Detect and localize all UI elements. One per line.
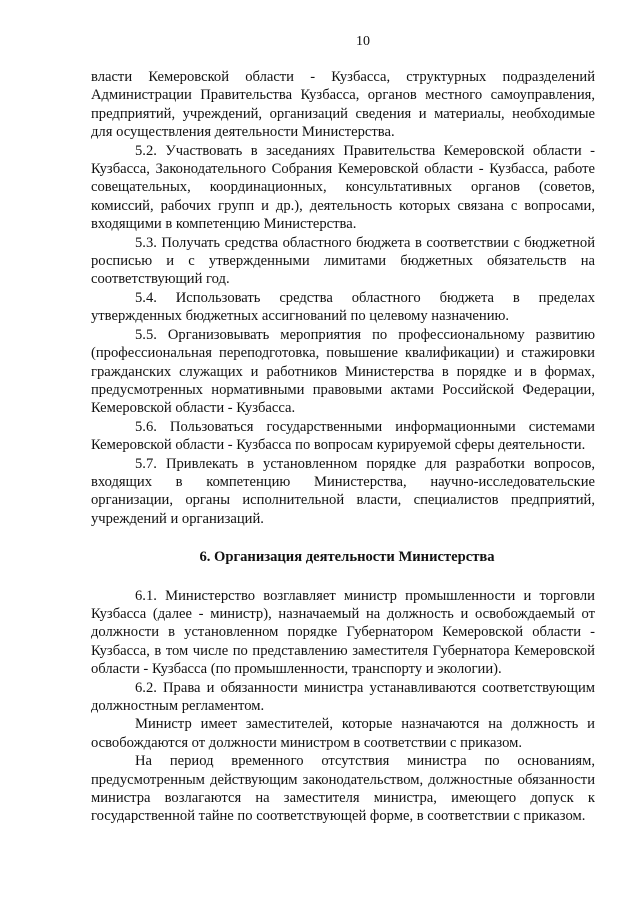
paragraph-absence: На период временного отсутствия министра по основаниям, предусмотренным действующим законодательством, должностные обязанности министра возлагаются на заместителя министра, имеющего допуск к государственной тайне по соответствующей форме, в соответствии с приказом. [91, 753, 595, 825]
paragraph-6-1: 6.1. Министерство возглавляет министр промышленности и торговли Кузбасса (далее - министр), назначаемый на должность и освобождаемый от должности в установленном порядке Губернатором Кемеровской области - Кузбасса, в том числе по представлению заместителя Губернатора Кемеровской области - Кузбасса (по промышленности, транспорту и экологии). [91, 587, 595, 678]
paragraph-5-7: 5.7. Привлекать в установленном порядке для разработки вопросов, входящих в компетенцию Министерства, научно-исследовательские организации, органы исполнительной власти, специалистов предприятий, учреждений и организаций. [91, 455, 595, 527]
paragraph-5-5: 5.5. Организовывать мероприятия по профессиональному развитию (профессиональная переподготовка, повышение квалификации) и стажировки гражданских служащих и работников Министерства в порядке и в формах, предусмотренных нормативными правовыми актами Российской Федерации, Кемеровской области - Кузбасса. [91, 326, 595, 417]
paragraph-6-2: 6.2. Права и обязанности министра устанавливаются соответствующим должностным регламентом. [91, 679, 595, 714]
paragraph-5-6: 5.6. Пользоваться государственными информационными системами Кемеровской области - Кузбасса по вопросам курируемой сферы деятельности. [91, 418, 595, 454]
page-number: 10 [356, 34, 370, 49]
paragraph-continuation: власти Кемеровской области - Кузбасса, структурных подразделений Администрации Правительства Кузбасса, органов местного самоуправления, предприятий, учреждений, организаций сведения и материалы, необходимые для осуществления деятельности Министерства. [91, 69, 595, 141]
section-heading: 6. Организация деятельности Министерства [199, 549, 495, 566]
paragraph-5-2: 5.2. Участвовать в заседаниях Правительства Кемеровской области - Кузбасса, Законодательного Собрания Кемеровской области - Кузбасса, работе совещательных, координационных, консультативных органов (советов, комиссий, рабочих групп и др.), деятельность которых связана с вопросами, входящими в компетенцию Министерства. [91, 142, 595, 233]
section-5-body [91, 68, 595, 528]
paragraph-deputies: Министр имеет заместителей, которые назначаются на должность и освобождаются от должности министром в соответствии с приказом. [91, 716, 595, 751]
section-6-body [91, 587, 595, 826]
paragraph-5-3: 5.3. Получать средства областного бюджета в соответствии с бюджетной росписью и с утвержденными лимитами бюджетных обязательств на соответствующий год. [91, 234, 595, 288]
paragraph-5-4: 5.4. Использовать средства областного бюджета в пределах утвержденных бюджетных ассигнований по целевому назначению. [91, 289, 595, 325]
